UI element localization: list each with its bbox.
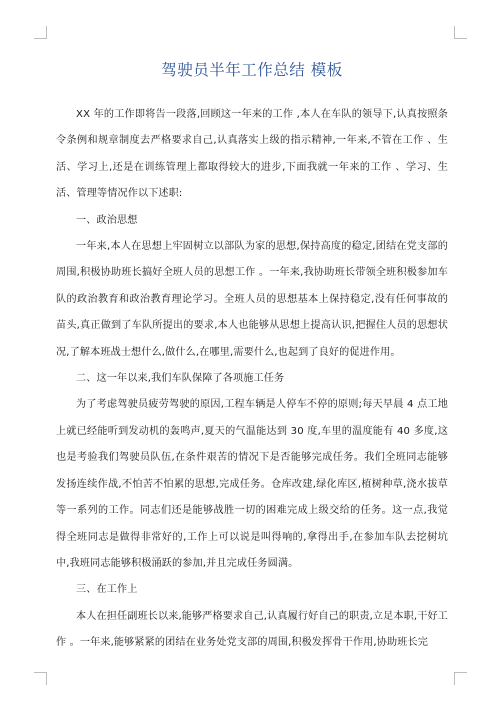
section-heading-work: 三、在工作上 (76, 584, 138, 596)
document-title: 驾驶员半年工作总结 模板 (161, 61, 343, 79)
crop-mark-top-right (454, 26, 467, 39)
section-heading-politics: 一、政治思想 (76, 214, 138, 226)
crop-mark-bottom-right (454, 672, 467, 685)
paragraph-intro: XX 年的工作即将告一段落,回顾这一年来的工作 ,本人在车队的领导下,认真按照条令条例和规章制度去严格要求自己,认真落实上级的指示精神,一年来,不管在工作 、生活、学习上,还是在训练管理上都取得较大的进步,下面我就一年来的工作 、学习、生活、管理等情况作以下述职: (56, 109, 448, 200)
paragraph-politics: 一年来,本人在思想上牢固树立以部队为家的思想,保持高度的稳定,团结在党支部的周围,积极协助班长搞好全班人员的思想工作 。一年来,我协助班长带领全班积极参加车队的政治教育和政治教育理论学习。全班人员的思想基本上保持稳定,没有任何事故的苗头,真正做到了车队所提出的要求,本人也能够从思想上提高认识,把握住人员的思想状况,了解本班战士想什么,做什么,在哪里,需要什么,也起到了良好的促进作用。 (56, 241, 448, 358)
crop-mark-top-left (34, 26, 47, 39)
document-page (56, 58, 448, 657)
document-body (56, 102, 448, 657)
crop-mark-bottom-left (34, 672, 47, 685)
paragraph-work: 本人在担任副班长以来,能够严格要求自己,认真履行好自己的职责,立足本职,干好工作 。一年来,能够紧紧的团结在业务处党支部的周围,积极发挥骨干作用,协助班长完 (56, 610, 448, 649)
section-heading-tasks: 二、这一年以来,我们车队保障了各项施工任务 (76, 373, 285, 385)
paragraph-tasks: 为了考虑驾驶员疲劳驾驶的原因,工程车辆是人停车不停的原则;每天早晨 4 点工地上就已经能听到发动机的轰鸣声,夏天的气温能达到 30 度,车里的温度能有 40 多度,这也是考验我们驾驶员队伍,在条件艰苦的情况下是否能够完成任务。我们全班同志能够发扬连续作战,不怕苦不怕累的思想,完成任务。仓库改建,绿化库区,植树种草,浇水拔草等一系列的工作。同志们还是能够战胜一切的困难完成上级交给的任务。这一点,我觉得全班同志是做得非常好的,工作上可以说是叫得响的,拿得出手,在参加车队去挖树坑中,我班同志能够积极涌跃的参加,并且完成任务圆满。 (56, 399, 448, 569)
